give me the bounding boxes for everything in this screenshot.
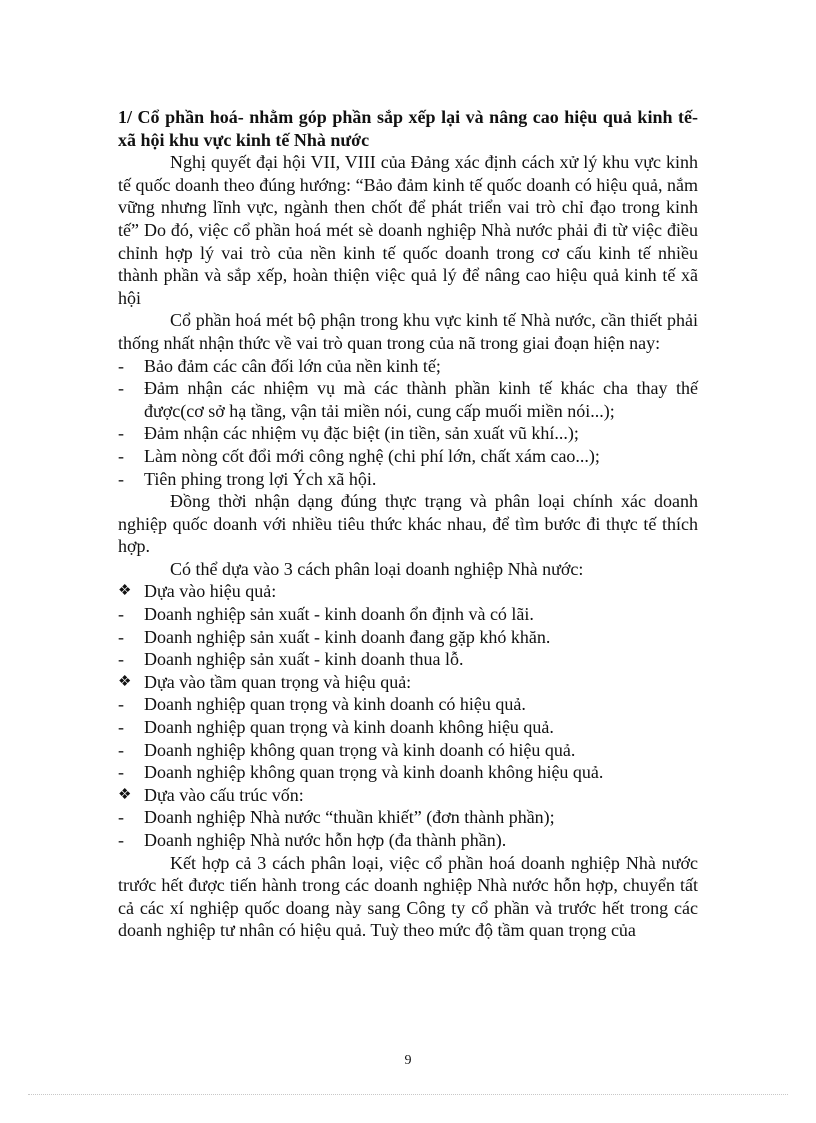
list-item (118, 626, 698, 649)
page-content (118, 106, 698, 942)
dash-marker: - (118, 649, 124, 670)
dash-marker: - (118, 355, 124, 376)
list-item-text: Doanh nghiệp Nhà nước “thuần khiết” (đơn thành phần); (144, 807, 555, 828)
group-title (118, 784, 698, 807)
list-item (118, 739, 698, 762)
classification-group (118, 580, 698, 670)
list-item (118, 603, 698, 626)
list-item (118, 761, 698, 784)
dash-marker: - (118, 423, 124, 444)
paragraph-3: Đồng thời nhận dạng đúng thực trạng và phân loại chính xác doanh nghiệp quốc doanh với nhiều tiêu thức khác nhau, để tìm bước đi thực tế thích hợp. (118, 491, 698, 557)
dash-marker: - (118, 694, 124, 715)
group-title (118, 671, 698, 694)
dash-marker: - (118, 626, 124, 647)
list-item (118, 422, 698, 445)
list-item (118, 377, 698, 422)
list-item (118, 355, 698, 378)
list-item (118, 806, 698, 829)
footer-divider (28, 1094, 788, 1095)
diamond-bullet-icon: ❖ (118, 583, 132, 600)
list-item (118, 468, 698, 491)
list-item-text: Tiên phing trong lợi Ých xã hội. (144, 468, 377, 489)
group-title (118, 580, 698, 603)
dash-marker: - (118, 378, 124, 399)
list-item-text: Doanh nghiệp Nhà nước hỗn hợp (đa thành phần). (144, 830, 507, 850)
dash-marker: - (118, 739, 124, 760)
dash-marker: - (118, 807, 124, 828)
list-item-text: Đảm nhận các nhiệm vụ mà các thành phần kinh tế khác cha thay thế được(cơ sở hạ tầng, vận tải miền nói, cung cấp muối miền nói...); (144, 378, 698, 421)
dash-marker: - (118, 604, 124, 625)
list-item (118, 445, 698, 468)
list-item-text: Đảm nhận các nhiệm vụ đặc biệt (in tiền, sản xuất vũ khí...); (144, 423, 579, 444)
list-item-text: Doanh nghiệp quan trọng và kinh doanh không hiệu quả. (144, 717, 554, 738)
list-item-text: Doanh nghiệp quan trọng và kinh doanh có hiệu quả. (144, 694, 526, 715)
paragraph-1: Nghị quyết đại hội VII, VIII của Đảng xác định cách xử lý khu vực kinh tế quốc doanh theo đúng hướng: “Bảo đảm kinh tế quốc doanh có hiệu quả, nắm vững nhưng lĩnh vực, ngành then chốt để phát triển vai trò chỉ đạo trong kinh tế” Do đó, việc cổ phần hoá mét sè doanh nghiệp Nhà nước phải đi từ việc điều chỉnh hợp lý vai trò của nền kinh tế quốc doanh trong cơ cấu kinh tế nhiều thành phần và sắp xếp, hoàn thiện việc quả lý để nâng cao hiệu quả kinh tế xã hội (118, 152, 698, 308)
group-title-text: Dựa vào tầm quan trọng và hiệu quả: (144, 671, 412, 692)
group-title-text: Dựa vào cấu trúc vốn: (144, 784, 304, 805)
classification-group (118, 784, 698, 852)
roles-list (118, 355, 698, 491)
list-item-text: Doanh nghiệp sản xuất - kinh doanh đang gặp khó khăn. (144, 626, 551, 647)
paragraph-2: Cổ phần hoá mét bộ phận trong khu vực kinh tế Nhà nước, cần thiết phải thống nhất nhận thức về vai trò quan trong của nã trong giai đoạn hiện nay: (118, 310, 698, 353)
list-item (118, 648, 698, 671)
dash-marker: - (118, 445, 124, 466)
dash-marker: - (118, 762, 124, 783)
list-item-text: Bảo đảm các cân đối lớn của nền kinh tế; (144, 355, 441, 376)
dash-marker: - (118, 717, 124, 738)
list-item (118, 829, 698, 852)
section-heading: 1/ Cổ phần hoá- nhằm góp phần sắp xếp lại và nâng cao hiệu quả kinh tế- xã hội khu vực kinh tế Nhà nước (118, 107, 698, 150)
page-number: 9 (404, 1053, 412, 1068)
diamond-bullet-icon: ❖ (118, 786, 132, 803)
list-item-text: Doanh nghiệp sản xuất - kinh doanh ổn định và có lãi. (144, 604, 534, 625)
dash-marker: - (118, 468, 124, 489)
dash-marker: - (118, 830, 124, 850)
list-item (118, 693, 698, 716)
group-title-text: Dựa vào hiệu quả: (144, 581, 277, 602)
list-item-text: Làm nòng cốt đổi mới công nghệ (chi phí lớn, chất xám cao...); (144, 445, 600, 466)
list-item (118, 716, 698, 739)
classification-group (118, 671, 698, 784)
list-item-text: Doanh nghiệp sản xuất - kinh doanh thua lỗ. (144, 649, 464, 670)
paragraph-4: Có thể dựa vào 3 cách phân loại doanh nghiệp Nhà nước: (170, 558, 584, 579)
list-item-text: Doanh nghiệp không quan trọng và kinh doanh không hiệu quả. (144, 762, 604, 783)
list-item-text: Doanh nghiệp không quan trọng và kinh doanh có hiệu quả. (144, 739, 576, 760)
diamond-bullet-icon: ❖ (118, 673, 132, 690)
paragraph-5: Kết hợp cả 3 cách phân loại, việc cổ phần hoá doanh nghiệp Nhà nước trước hết được tiến hành trong các doanh nghiệp Nhà nước hỗn hợp, chuyển tất cả các xí nghiệp quốc doang này sang Công ty cổ phần và trước hết trong các doanh nghiệp tư nhân có hiệu quả. Tuỳ theo mức độ tầm quan trọng của (118, 852, 698, 941)
